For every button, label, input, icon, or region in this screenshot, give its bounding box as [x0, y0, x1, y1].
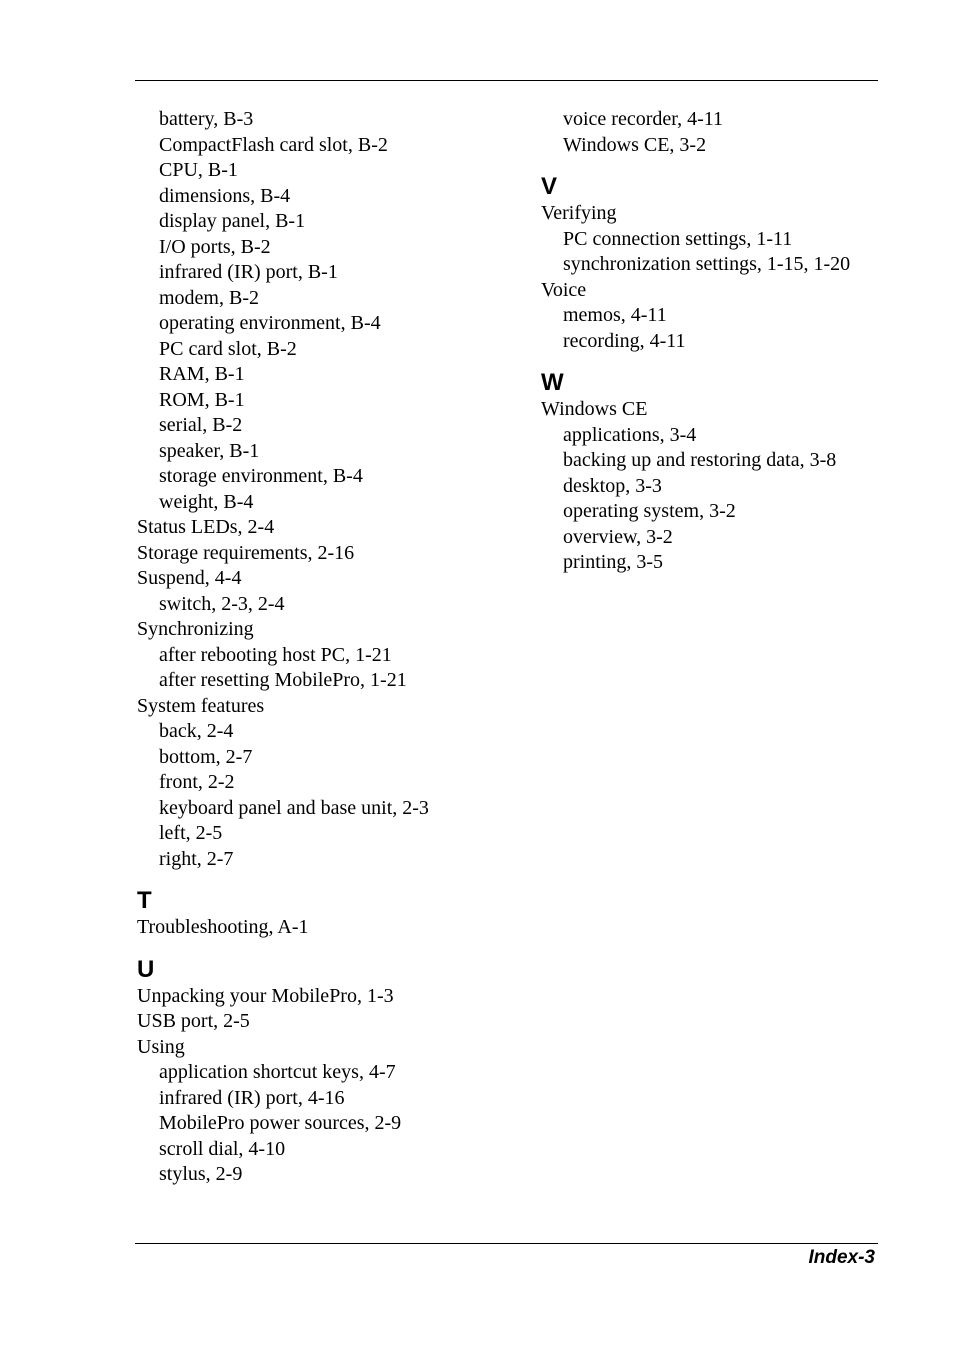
- index-subentry: after rebooting host PC, 1-21: [159, 643, 392, 666]
- index-subentry: applications, 3-4: [563, 423, 697, 446]
- index-subentry: MobilePro power sources, 2-9: [159, 1112, 402, 1134]
- index-subentry: voice recorder, 4-11: [563, 108, 724, 130]
- index-subentry: synchronization settings, 1-15, 1-20: [563, 253, 851, 275]
- section-letter-v: V: [541, 173, 558, 200]
- index-subentry: bottom, 2-7: [159, 745, 253, 768]
- index-subentry: dimensions, B-4: [159, 184, 291, 207]
- index-subentry: operating system, 3-2: [563, 500, 736, 522]
- index-subentry: PC connection settings, 1-11: [563, 227, 793, 250]
- footer-rule: [135, 1243, 878, 1244]
- index-subentry: backing up and restoring data, 3-8: [563, 449, 837, 471]
- index-subentry: back, 2-4: [159, 720, 234, 742]
- index-entry: Windows CE: [541, 398, 648, 420]
- index-column-left: [137, 107, 477, 1188]
- index-entry: Unpacking your MobilePro, 1-3: [137, 984, 394, 1007]
- section-letter-u: U: [137, 955, 155, 983]
- index-subentry: desktop, 3-3: [563, 474, 662, 497]
- index-subentry: right, 2-7: [159, 847, 234, 870]
- index-subentry: serial, B-2: [159, 414, 243, 436]
- section-letter-w: W: [541, 369, 564, 396]
- index-subentry: PC card slot, B-2: [159, 337, 297, 360]
- index-entry: System features: [137, 694, 265, 717]
- page-number: Index-3: [808, 1247, 875, 1268]
- index-entry: USB port, 2-5: [137, 1010, 250, 1032]
- index-subentry: CPU, B-1: [159, 159, 238, 181]
- index-subentry: weight, B-4: [159, 490, 254, 513]
- index-subentry: application shortcut keys, 4-7: [159, 1061, 396, 1083]
- index-subentry: battery, B-3: [159, 108, 254, 130]
- index-subentry: printing, 3-5: [563, 551, 663, 573]
- index-entry: Voice: [541, 278, 587, 301]
- index-section-u: [137, 984, 477, 1188]
- index-entry: Synchronizing: [137, 618, 254, 640]
- index-column-right: [541, 107, 878, 576]
- index-subentry: left, 2-5: [159, 822, 223, 844]
- index-subentry: modem, B-2: [159, 286, 259, 309]
- index-subentry: CompactFlash card slot, B-2: [159, 133, 388, 156]
- index-subentry: operating environment, B-4: [159, 312, 381, 334]
- index-entry: Verifying: [541, 202, 617, 224]
- index-entry: Using: [137, 1035, 185, 1058]
- index-subentry: display panel, B-1: [159, 210, 306, 232]
- index-subentry: keyboard panel and base unit, 2-3: [159, 796, 429, 819]
- index-subentry: memos, 4-11: [563, 304, 667, 326]
- header-rule: [135, 80, 878, 81]
- index-subentry: RAM, B-1: [159, 363, 245, 385]
- index-subentry: infrared (IR) port, B-1: [159, 261, 338, 283]
- index-subentry: recording, 4-11: [563, 329, 686, 352]
- index-subentry: infrared (IR) port, 4-16: [159, 1086, 345, 1109]
- index-subentry: stylus, 2-9: [159, 1163, 243, 1185]
- index-subentry: overview, 3-2: [563, 525, 673, 548]
- index-group-continued: [137, 107, 477, 872]
- index-subentry: speaker, B-1: [159, 439, 260, 462]
- index-entry: Suspend, 4-4: [137, 567, 242, 589]
- index-subentry: ROM, B-1: [159, 388, 245, 411]
- index-subentry: storage environment, B-4: [159, 465, 363, 487]
- index-subentry: Windows CE, 3-2: [563, 133, 707, 156]
- index-entry: Storage requirements, 2-16: [137, 541, 355, 564]
- index-subentry: switch, 2-3, 2-4: [159, 592, 285, 615]
- index-subentry: front, 2-2: [159, 771, 235, 793]
- index-subentry: scroll dial, 4-10: [159, 1137, 286, 1160]
- index-section-t: [137, 915, 477, 941]
- index-entry: Status LEDs, 2-4: [137, 516, 275, 538]
- index-section-w: [541, 397, 878, 576]
- index-subentry: I/O ports, B-2: [159, 235, 271, 258]
- index-subentry: after resetting MobilePro, 1-21: [159, 669, 407, 691]
- index-group-continued: [541, 107, 878, 158]
- index-section-v: [541, 201, 878, 354]
- index-entry: Troubleshooting, A-1: [137, 916, 309, 938]
- section-letter-t: T: [137, 887, 152, 914]
